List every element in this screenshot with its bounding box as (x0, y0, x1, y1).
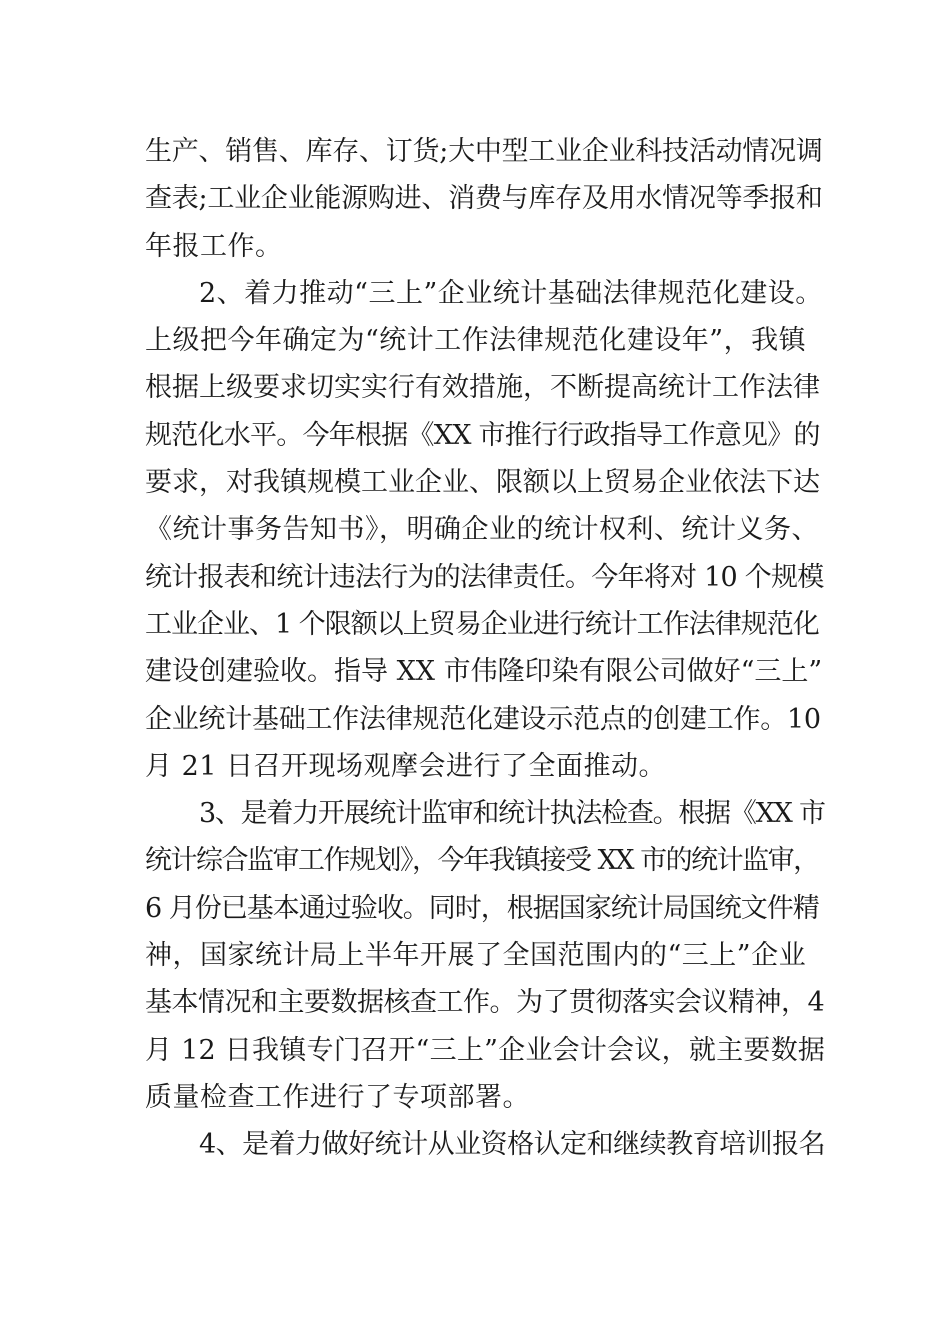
text-line: 规范化水平。今年根据《XX 市推行行政指导工作意见》的 (145, 419, 820, 451)
text-line: 建设创建验收。指导 XX 市伟隆印染有限公司做好“三上” (145, 656, 823, 688)
text-line: 统计报表和统计违法行为的法律责任。今年将对 10 个规模 (145, 561, 824, 593)
text-line: 基本情况和主要数据核查工作。为了贯彻落实会议精神，4 (145, 987, 825, 1019)
text-line: 年报工作。 (145, 230, 283, 262)
document-body (145, 128, 825, 1169)
text-line: 工业企业、1 个限额以上贸易企业进行统计工作法律规范化 (145, 608, 819, 640)
text-line: 查表;工业企业能源购进、消费与库存及用水情况等季报和 (145, 183, 823, 215)
text-line: 6 月份已基本通过验收。同时，根据国家统计局国统文件精 (145, 892, 819, 924)
paragraph-first-line: 3、是着力开展统计监审和统计执法检查。根据《XX 市 (199, 798, 825, 830)
text-line: 月 21 日召开现场观摩会进行了全面推动。 (145, 750, 667, 782)
text-line: 要求，对我镇规模工业企业、限额以上贸易企业依法下达 (145, 467, 820, 499)
text-line: 统计综合监审工作规划》，今年我镇接受 XX 市的统计监审， (145, 845, 819, 877)
text-line: 生产、销售、库存、订货;大中型工业企业科技活动情况调 (145, 136, 823, 167)
text-line: 《统计事务告知书》，明确企业的统计权利、统计义务、 (145, 514, 819, 546)
text-line: 质量检查工作进行了专项部署。 (145, 1081, 530, 1113)
text-line: 企业统计基础工作法律规范化建设示范点的创建工作。10 (145, 703, 821, 735)
paragraph-first-line: 4、是着力做好统计从业资格认定和继续教育培训报名 (199, 1129, 826, 1161)
paragraph-first-line: 2、着力推动“三上”企业统计基础法律规范化建设。 (199, 277, 823, 309)
text-line: 上级把今年确定为“统计工作法律规范化建设年”，我镇 (145, 325, 807, 357)
text-line: 根据上级要求切实实行有效措施，不断提高统计工作法律 (145, 372, 820, 404)
text-line: 神，国家统计局上半年开展了全国范围内的“三上”企业 (145, 940, 807, 972)
text-line: 月 12 日我镇专门召开“三上”企业会计会议，就主要数据 (145, 1034, 826, 1066)
